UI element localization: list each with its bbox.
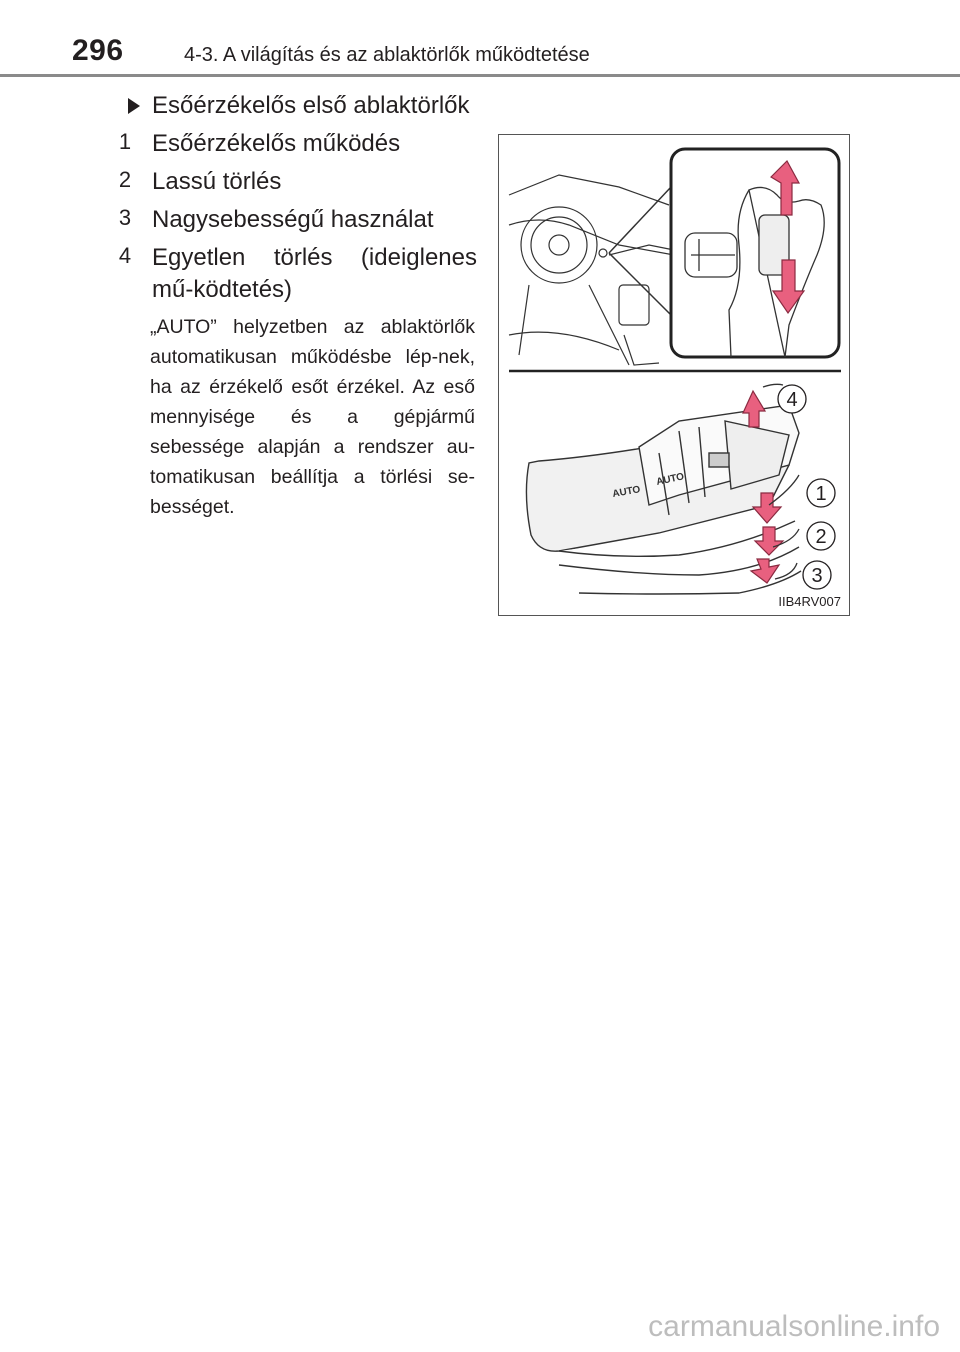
watermark: carmanualsonline.info (648, 1310, 940, 1343)
body-paragraph: „AUTO” helyzetben az ablaktörlők automatikusan működésbe lép-nek, ha az érzékelő esőt érzékel. Az eső mennyisége és a gépjármű sebessége alapján a rendszer au-tomatikusan beállítja a törlési se-bességet. (150, 316, 475, 518)
page-header (0, 0, 960, 80)
list-item (112, 242, 477, 306)
callout-1: 1 (815, 483, 827, 505)
callout-2: 2 (815, 526, 827, 548)
wiper-switch-figure (498, 134, 850, 616)
triangle-bullet-icon (128, 98, 140, 114)
number-1-icon: 1 (118, 129, 132, 154)
list-item (112, 166, 477, 198)
wiper-illustration (499, 135, 851, 617)
dashboard-sketch (509, 175, 674, 365)
item-label: Esőérzékelős működés (152, 130, 401, 157)
list-item (112, 204, 477, 236)
callout-4: 4 (786, 389, 798, 411)
figure-code: IIB4RV007 (778, 594, 841, 609)
item-label: Egyetlen törlés (ideiglenes mű-ködtetés) (152, 244, 477, 303)
item-label: Nagysebességű használat (152, 206, 434, 233)
list-item (112, 128, 477, 160)
page-number: 296 (72, 34, 124, 67)
subheading (128, 92, 470, 120)
callout-3: 3 (811, 565, 823, 587)
header-divider (0, 74, 960, 77)
auto-label-left: AUTO (611, 484, 642, 500)
number-4-icon: 4 (118, 243, 132, 268)
section-title: 4-3. A világítás és az ablaktörlők működtetése (184, 44, 590, 66)
number-3-icon: 3 (118, 205, 132, 230)
number-2-icon: 2 (118, 167, 132, 192)
subheading-text: Esőérzékelős első ablaktörlők (152, 92, 470, 119)
item-label: Lassú törlés (152, 168, 282, 195)
auto-label-right: AUTO (655, 471, 686, 488)
